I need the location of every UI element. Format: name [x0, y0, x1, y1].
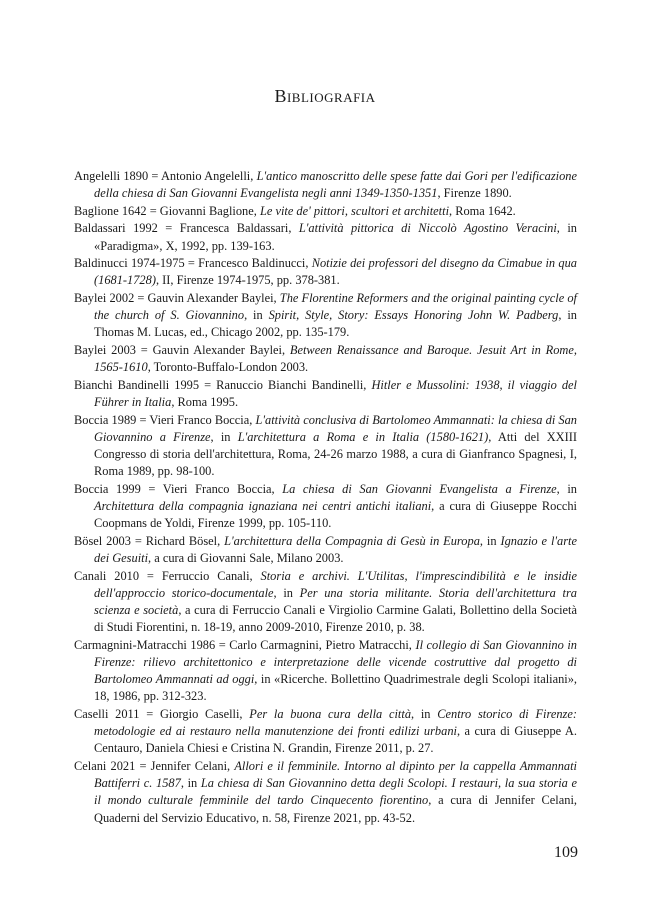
entry-text: , a cura di Giuseppe A. Centauro, Daniela Chiesi e Cristina N. Grandin, Firenze 2011, p. 27. [94, 724, 577, 756]
bibliography-entry [74, 168, 577, 202]
entry-text: Bösel 2003 = Richard Bösel, [74, 533, 225, 548]
entry-text: , a cura di Ferruccio Canali e Virgiolio Carmine Galati, Bollettino della Società di Studi Fiorentini, n. 18-19, anno 2009-2010, Firenze 2010, p. 38. [94, 602, 577, 635]
entry-text: , a cura di Giovanni Sale, Milano 2003. [148, 550, 344, 565]
bibliography-entry [74, 637, 577, 706]
bibliography-entry [74, 220, 577, 254]
bibliography-entry [74, 203, 577, 220]
entry-title-text: La chiesa di San Giovannino detta degli Scolopi. I restauri, la sua storia e il mondo culturale femminile del tardo Cinquecento fiorentino [94, 776, 578, 808]
entry-text: Baldinucci 1974-1975 = Francesco Baldinucci, [74, 256, 312, 271]
entry-title-text: Le vite de' pittori, scultori et architetti [259, 203, 450, 218]
entry-text: , in [210, 429, 238, 444]
bibliography-entry [74, 758, 577, 827]
bibliography-entry [74, 481, 577, 533]
entry-title-text: La chiesa di San Giovanni Evangelista a Firenze [282, 481, 557, 496]
entry-title-text: Spirit, Style, Story: Essays Honoring John W. Padberg [268, 308, 559, 323]
entry-title-text: L'architettura a Roma e in Italia (1580-1621) [237, 429, 489, 444]
entry-text: Boccia 1989 = Vieri Franco Boccia, [74, 412, 256, 427]
entry-text: Baglione 1642 = Giovanni Baglione, [74, 203, 260, 218]
entry-text: , in «Paradigma», X, 1992, pp. 139-163. [94, 221, 577, 253]
entry-title-text: Per una storia militante. Storia dell'architettura tra scienza e società [94, 585, 577, 617]
entry-title-text: Per la buona cura della città [249, 706, 412, 721]
entry-text: , in [479, 533, 501, 548]
entry-text: Carmagnini-Matracchi 1986 = Carlo Carmagnini, Pietro Matracchi, [74, 637, 416, 652]
entry-text: , Firenze 1890. [437, 186, 512, 201]
bibliography-entry [74, 568, 577, 637]
entry-title-text: Between Renaissance and Baroque. Jesuit Art in Rome, 1565-1610 [94, 342, 577, 375]
entry-text: Angelelli 1890 = Antonio Angelelli, [74, 169, 257, 183]
entry-text: , Toronto-Buffalo-London 2003. [147, 360, 309, 375]
entry-text: , in Thomas M. Lucas, ed., Chicago 2002, pp. 135-179. [94, 308, 577, 340]
entry-text: , Roma 1642. [449, 203, 516, 218]
entry-title-text: L'attività pittorica di Niccolò Agostino Veracini [298, 221, 557, 236]
entry-text: Baylei 2003 = Gauvin Alexander Baylei, [74, 342, 290, 357]
entry-title-text: Storia e archivi. L'Utilitas, l'imprescindibilità e le insidie dell'approccio storico-documentale [94, 568, 577, 600]
entry-text: , a cura di Jennifer Celani, Quaderni del Servizio Educativo, n. 58, Firenze 2021, pp. 43-52. [94, 793, 577, 825]
entry-title-text: L'architettura della Compagnia di Gesù in Europa [224, 533, 480, 548]
bibliography-entry [74, 342, 577, 376]
entry-text: , a cura di Giuseppe Rocchi Coopmans de Yoldi, Firenze 1999, pp. 105-110. [94, 498, 577, 531]
entry-title-text: Centro storico di Firenze: metodologie ed ai restauro nella manutenzione dei fronti edilizi urbani [94, 706, 578, 739]
entry-text: Boccia 1999 = Vieri Franco Boccia, [74, 481, 283, 496]
bibliography-entry [74, 290, 577, 342]
entry-text: Baylei 2002 = Gauvin Alexander Baylei, [74, 290, 280, 305]
entry-title-text: Allori e il femminile. Intorno al dipinto per la cappella Ammannati Battiferri c. 1587 [94, 758, 577, 791]
entry-text: , in [273, 585, 300, 600]
bibliography-entry [74, 255, 577, 289]
entry-title-text: Notizie dei professori del disegno da Cimabue in qua (1681-1728) [94, 256, 577, 288]
entry-title-text: Architettura della compagnia ignaziana nei centri antichi italiani [94, 498, 432, 513]
entry-text: , II, Firenze 1974-1975, pp. 378-381. [155, 273, 340, 288]
bibliography-entry [74, 706, 577, 758]
entry-text: , in [411, 706, 438, 721]
entry-text: , Atti del XXIII Congresso di storia dell'architettura, Roma, 24-26 marzo 1988, a cura di Gianfranco Spagnesi, I, Roma 1989, pp. 98-100. [94, 429, 577, 479]
bibliography-entry [74, 533, 577, 567]
bibliography-list [74, 168, 577, 827]
bibliography-entry [74, 377, 577, 411]
entry-text: , in [180, 776, 201, 791]
page-title: Bibliografia [274, 86, 376, 106]
entry-title-text: Il collegio di San Giovannino in Firenze: rilievo architettonico e interpretazione delle vicende costruttive dal progetto di Bartolomeo Ammannati ad oggi [94, 637, 578, 687]
entry-text: Bianchi Bandinelli 1995 = Ranuccio Bianchi Bandinelli, [74, 377, 372, 392]
entry-title-text: L'antico manoscritto delle spese fatte dai Gori per l'edificazione della chiesa di San Giovanni Evangelista negli anni 1349-1350-1351 [94, 169, 577, 201]
entry-title-text: Ignazio e l'arte dei Gesuiti [94, 533, 577, 565]
bibliography-entry [74, 412, 577, 481]
entry-text: , in «Ricerche. Bollettino Quadrimestrale degli Scolopi italiani», 18, 1986, pp. 312-323. [94, 672, 578, 704]
entry-title-text: Hitler e Mussolini: 1938, il viaggio del Führer in Italia [94, 377, 577, 409]
entry-title-text: The Florentine Reformers and the original painting cycle of the church of S. Giovannino [94, 290, 577, 323]
entry-text: Baldassari 1992 = Francesca Baldassari, [74, 221, 299, 236]
entry-text: Celani 2021 = Jennifer Celani, [74, 758, 235, 773]
entry-text: , in [556, 481, 577, 496]
entry-title-text: L'attività conclusiva di Bartolomeo Ammannati: la chiesa di San Giovannino a Firenze [94, 412, 577, 444]
entry-text: Caselli 2011 = Giorgio Caselli, [74, 706, 250, 721]
entry-text: , Roma 1995. [171, 394, 239, 409]
page-number: 109 [554, 844, 578, 861]
entry-text: , in [244, 308, 269, 323]
entry-text: Canali 2010 = Ferruccio Canali, [74, 568, 261, 583]
